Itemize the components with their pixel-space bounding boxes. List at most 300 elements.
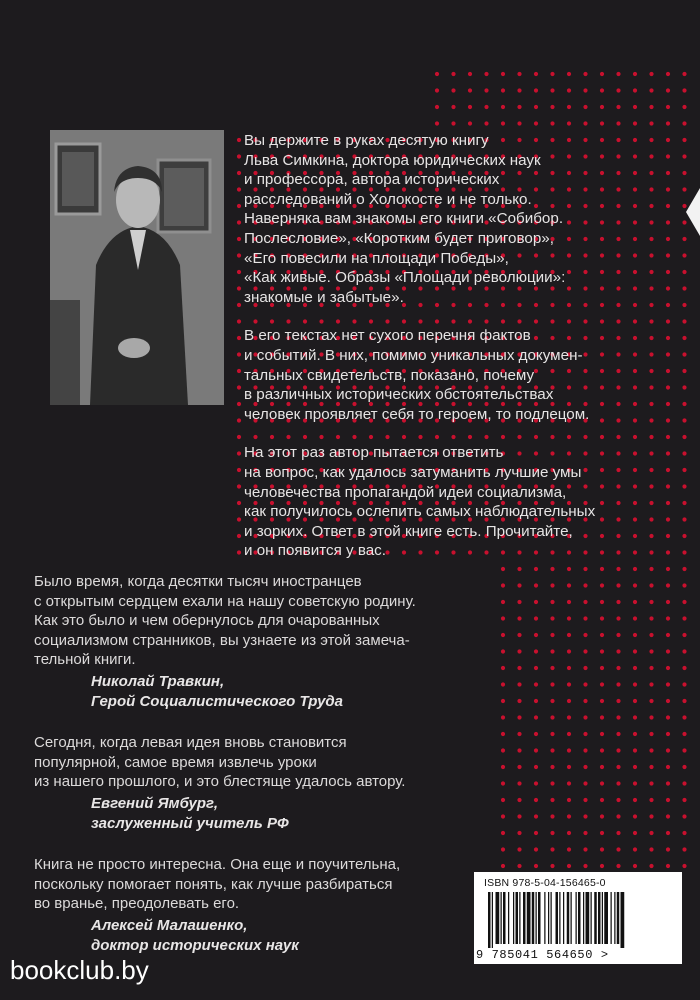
pattern-dot — [237, 484, 241, 488]
pattern-dot — [600, 715, 604, 719]
pattern-dot — [616, 831, 620, 835]
pattern-dot — [567, 864, 571, 868]
pattern-dot — [649, 682, 653, 686]
pattern-dot — [666, 616, 670, 620]
pattern-dot — [534, 715, 538, 719]
pattern-dot — [666, 600, 670, 604]
pattern-dot — [237, 204, 241, 208]
pattern-dot — [682, 72, 686, 76]
pattern-dot — [600, 121, 604, 125]
barcode-bar — [548, 892, 549, 944]
pattern-dot — [583, 88, 587, 92]
pattern-dot — [567, 583, 571, 587]
barcode-bar — [523, 892, 526, 944]
pattern-dot — [501, 616, 505, 620]
pattern-dot — [237, 501, 241, 505]
pattern-dot — [616, 682, 620, 686]
pattern-dot — [550, 798, 554, 802]
pattern-dot — [682, 534, 686, 538]
pattern-dot — [682, 303, 686, 307]
barcode-bar — [519, 892, 520, 944]
pattern-dot — [633, 616, 637, 620]
pattern-dot — [600, 583, 604, 587]
pattern-dot — [600, 814, 604, 818]
pattern-dot — [666, 666, 670, 670]
pattern-dot — [237, 270, 241, 274]
pattern-dot — [616, 666, 620, 670]
pattern-dot — [600, 798, 604, 802]
pattern-dot — [682, 567, 686, 571]
pattern-dot — [550, 781, 554, 785]
pattern-dot — [649, 72, 653, 76]
pattern-dot — [534, 847, 538, 851]
pattern-dot — [534, 88, 538, 92]
pattern-dot — [649, 105, 653, 109]
quote-author: Евгений Ямбург, заслуженный учитель РФ — [91, 794, 289, 832]
pattern-dot — [633, 600, 637, 604]
pattern-dot — [633, 649, 637, 653]
pattern-dot — [682, 352, 686, 356]
pattern-dot — [567, 814, 571, 818]
pattern-dot — [567, 633, 571, 637]
pattern-dot — [517, 682, 521, 686]
pattern-dot — [237, 187, 241, 191]
pattern-dot — [567, 831, 571, 835]
pattern-dot — [649, 649, 653, 653]
pattern-dot — [534, 748, 538, 752]
pattern-dot — [666, 121, 670, 125]
pattern-dot — [682, 418, 686, 422]
pattern-dot — [682, 402, 686, 406]
pattern-dot — [682, 319, 686, 323]
pattern-dot — [501, 765, 505, 769]
pattern-dot — [484, 121, 488, 125]
pattern-dot — [682, 369, 686, 373]
pattern-dot — [501, 88, 505, 92]
pattern-dot — [583, 814, 587, 818]
quote-text: Было время, когда десятки тысяч иностранцев с открытым сердцем ехали на нашу советскую родину. Как это было и чем обернулось для очарованных социализмом странников, вы узнаете из этой замеча- тельной книги. — [34, 573, 416, 669]
pattern-dot — [633, 88, 637, 92]
barcode-bar — [614, 892, 615, 944]
pattern-dot — [550, 600, 554, 604]
barcode-bar — [501, 892, 502, 944]
pattern-dot — [583, 864, 587, 868]
barcode-bar — [556, 892, 559, 944]
pattern-dot — [649, 765, 653, 769]
pattern-dot — [517, 88, 521, 92]
pattern-dot — [583, 732, 587, 736]
pattern-dot — [633, 798, 637, 802]
pattern-dot — [517, 732, 521, 736]
pattern-dot — [534, 666, 538, 670]
pattern-dot — [633, 814, 637, 818]
pattern-dot — [682, 600, 686, 604]
pattern-dot — [666, 699, 670, 703]
pattern-dot — [666, 781, 670, 785]
pattern-dot — [649, 814, 653, 818]
pattern-dot — [550, 814, 554, 818]
pattern-dot — [534, 781, 538, 785]
pattern-dot — [600, 748, 604, 752]
pattern-dot — [534, 798, 538, 802]
pattern-dot — [583, 715, 587, 719]
pattern-dot — [682, 237, 686, 241]
pattern-dot — [583, 666, 587, 670]
pattern-dot — [237, 385, 241, 389]
pattern-dot — [666, 831, 670, 835]
pattern-dot — [600, 682, 604, 686]
pattern-dot — [682, 517, 686, 521]
quote-text: Книга не просто интересна. Она еще и поучительна, поскольку помогает понять, как лучше разбираться во вранье, преодолевать его. — [34, 856, 401, 913]
pattern-dot — [682, 633, 686, 637]
barcode-bar — [488, 892, 491, 948]
pattern-dot — [517, 649, 521, 653]
pattern-dot — [237, 220, 241, 224]
barcode-bar — [602, 892, 603, 944]
pattern-dot — [600, 864, 604, 868]
pattern-dot — [600, 633, 604, 637]
pattern-dot — [534, 600, 538, 604]
barcode-bar — [576, 892, 577, 944]
barcode-bar — [598, 892, 601, 944]
barcode-bar — [604, 892, 608, 944]
pattern-dot — [451, 88, 455, 92]
pattern-dot — [501, 649, 505, 653]
pattern-dot — [649, 748, 653, 752]
pattern-dot — [550, 633, 554, 637]
pattern-dot — [501, 732, 505, 736]
pattern-dot — [534, 72, 538, 76]
pattern-dot — [534, 831, 538, 835]
pattern-dot — [583, 121, 587, 125]
pattern-dot — [237, 550, 241, 554]
pattern-dot — [435, 72, 439, 76]
pattern-dot — [501, 121, 505, 125]
pattern-dot — [616, 847, 620, 851]
pattern-dot — [666, 633, 670, 637]
pattern-dot — [567, 72, 571, 76]
pattern-dot — [435, 88, 439, 92]
pattern-dot — [682, 616, 686, 620]
pattern-dot — [633, 72, 637, 76]
pattern-dot — [517, 831, 521, 835]
pattern-dot — [633, 748, 637, 752]
pattern-dot — [517, 699, 521, 703]
pattern-dot — [583, 847, 587, 851]
pattern-dot — [633, 105, 637, 109]
pattern-dot — [468, 72, 472, 76]
pattern-dot — [616, 814, 620, 818]
pattern-dot — [517, 583, 521, 587]
quote-author: Алексей Малашенко, доктор исторических наук — [91, 916, 299, 954]
description-paragraph-1: Вы держите в руках десятую книгу Льва Симкина, доктора юридических наук и профессора, автора исторических расследований о Холокосте и не только. Наверняка вам знакомы его книги «Собибор. Послесловие», «Коротким будет приговор», «Его повесили на площади Победы», «Как живые. Образы «Площади революции»: знакомые и забытые». — [244, 132, 566, 306]
pattern-dot — [666, 765, 670, 769]
pattern-dot — [484, 105, 488, 109]
pattern-dot — [616, 72, 620, 76]
pattern-dot — [567, 781, 571, 785]
pattern-dot — [649, 781, 653, 785]
pattern-dot — [666, 88, 670, 92]
pattern-dot — [501, 105, 505, 109]
barcode-bar — [617, 892, 620, 944]
pattern-dot — [517, 121, 521, 125]
pattern-dot — [501, 583, 505, 587]
pattern-dot — [237, 435, 241, 439]
pattern-dot — [583, 699, 587, 703]
pattern-dot — [534, 814, 538, 818]
pattern-dot — [501, 666, 505, 670]
pattern-dot — [649, 666, 653, 670]
pattern-dot — [501, 847, 505, 851]
pattern-dot — [567, 649, 571, 653]
review-quote — [34, 572, 474, 711]
pattern-dot — [666, 847, 670, 851]
pattern-dot — [682, 171, 686, 175]
pattern-dot — [682, 814, 686, 818]
pattern-dot — [468, 105, 472, 109]
quote-author: Николай Травкин, Герой Социалистического Труда — [91, 672, 344, 710]
pattern-dot — [682, 154, 686, 158]
pattern-dot — [550, 765, 554, 769]
pattern-dot — [501, 699, 505, 703]
pattern-dot — [682, 385, 686, 389]
barcode-bar — [496, 892, 500, 944]
pattern-dot — [484, 88, 488, 92]
pattern-dot — [534, 616, 538, 620]
pattern-dot — [682, 847, 686, 851]
pattern-dot — [501, 715, 505, 719]
pattern-dot — [550, 864, 554, 868]
pattern-dot — [600, 600, 604, 604]
pattern-dot — [583, 649, 587, 653]
pattern-dot — [682, 121, 686, 125]
pattern-dot — [649, 616, 653, 620]
pattern-dot — [649, 633, 653, 637]
pattern-dot — [534, 732, 538, 736]
pattern-dot — [501, 864, 505, 868]
pattern-dot — [567, 699, 571, 703]
pattern-dot — [501, 748, 505, 752]
pattern-dot — [633, 699, 637, 703]
pattern-dot — [633, 682, 637, 686]
pattern-dot — [682, 451, 686, 455]
barcode-bar — [594, 892, 597, 944]
pattern-dot — [649, 715, 653, 719]
pattern-dot — [649, 600, 653, 604]
pattern-dot — [682, 864, 686, 868]
pattern-dot — [567, 121, 571, 125]
pattern-dot — [666, 72, 670, 76]
pattern-dot — [583, 831, 587, 835]
pattern-dot — [237, 253, 241, 257]
barcode-bar — [492, 892, 493, 948]
pattern-dot — [517, 666, 521, 670]
pattern-dot — [616, 88, 620, 92]
pattern-dot — [583, 105, 587, 109]
pattern-dot — [237, 534, 241, 538]
pattern-dot — [550, 715, 554, 719]
pattern-dot — [600, 847, 604, 851]
pattern-dot — [237, 171, 241, 175]
barcode-bar — [586, 892, 590, 944]
pattern-dot — [600, 831, 604, 835]
pattern-dot — [237, 451, 241, 455]
site-watermark: bookclub.by — [10, 955, 149, 985]
pattern-dot — [517, 814, 521, 818]
pattern-dot — [534, 649, 538, 653]
pattern-dot — [682, 468, 686, 472]
pattern-dot — [682, 583, 686, 587]
pattern-dot — [616, 616, 620, 620]
pattern-dot — [583, 765, 587, 769]
barcode-bar — [536, 892, 537, 944]
pattern-dot — [435, 121, 439, 125]
description-paragraph-2: В его текстах нет сухого перечня фактов и событий. В них, помимо уникальных докумен- тальных свидетельств, показано, почему в различных исторических обстоятельствах человек проявляет себя то героем, то подлецом. — [244, 327, 590, 423]
pattern-dot — [616, 798, 620, 802]
pattern-dot — [550, 88, 554, 92]
description-paragraph-3: На этот раз автор пытается ответить на вопрос, как удалось затуманить лучшие умы человечества пропагандой идеи социализма, как получилось ослепить самых наблюдательных и зорких. Ответ в этой книге есть. Прочитайте, и он появится у вас. — [244, 444, 596, 560]
pattern-dot — [567, 682, 571, 686]
barcode-bar — [571, 892, 572, 944]
pattern-dot — [633, 765, 637, 769]
barcode-bar — [516, 892, 519, 944]
pattern-dot — [666, 798, 670, 802]
pattern-dot — [583, 781, 587, 785]
pattern-dot — [501, 600, 505, 604]
pattern-dot — [616, 649, 620, 653]
pattern-dot — [600, 616, 604, 620]
pattern-dot — [534, 864, 538, 868]
pattern-dot — [649, 88, 653, 92]
pattern-dot — [682, 105, 686, 109]
pattern-dot — [583, 583, 587, 587]
pattern-dot — [616, 699, 620, 703]
pattern-dot — [633, 831, 637, 835]
pattern-dot — [682, 501, 686, 505]
pattern-dot — [616, 600, 620, 604]
pattern-dot — [567, 666, 571, 670]
pattern-dot — [237, 303, 241, 307]
pattern-dot — [682, 699, 686, 703]
pattern-dot — [567, 732, 571, 736]
barcode-bar — [583, 892, 584, 944]
pattern-dot — [682, 781, 686, 785]
pattern-dot — [501, 814, 505, 818]
pattern-dot — [451, 105, 455, 109]
pattern-dot — [237, 352, 241, 356]
pattern-dot — [517, 847, 521, 851]
pattern-dot — [633, 732, 637, 736]
pattern-dot — [682, 88, 686, 92]
pattern-dot — [517, 72, 521, 76]
pattern-dot — [550, 682, 554, 686]
barcode-bar — [611, 892, 612, 944]
pattern-dot — [567, 600, 571, 604]
pattern-dot — [682, 270, 686, 274]
barcode-bar — [578, 892, 581, 944]
pattern-dot — [649, 847, 653, 851]
pattern-dot — [616, 583, 620, 587]
pattern-dot — [550, 583, 554, 587]
pattern-dot — [550, 699, 554, 703]
pattern-dot — [616, 633, 620, 637]
pattern-dot — [666, 814, 670, 818]
pattern-dot — [649, 831, 653, 835]
pattern-dot — [517, 781, 521, 785]
pattern-dot — [451, 72, 455, 76]
pattern-dot — [682, 253, 686, 257]
review-quote — [34, 855, 474, 955]
pattern-dot — [534, 765, 538, 769]
pattern-dot — [600, 105, 604, 109]
pattern-dot — [649, 864, 653, 868]
pattern-dot — [550, 121, 554, 125]
pattern-dot — [633, 666, 637, 670]
book-description — [244, 131, 674, 580]
pattern-dot — [237, 319, 241, 323]
pattern-dot — [567, 105, 571, 109]
barcode-bar — [503, 892, 506, 944]
pattern-dot — [600, 765, 604, 769]
pattern-dot — [501, 633, 505, 637]
pattern-dot — [600, 699, 604, 703]
pattern-dot — [649, 121, 653, 125]
pattern-dot — [616, 105, 620, 109]
pattern-dot — [600, 88, 604, 92]
barcode-bar — [527, 892, 531, 944]
pattern-dot — [534, 699, 538, 703]
pattern-dot — [616, 748, 620, 752]
pattern-dot — [583, 600, 587, 604]
barcode-icon — [484, 892, 672, 948]
barcode-digits: 9 785041 564650 > — [476, 948, 609, 962]
pattern-dot — [550, 649, 554, 653]
pattern-dot — [682, 748, 686, 752]
pattern-dot — [237, 418, 241, 422]
pattern-dot — [517, 864, 521, 868]
author-photo — [50, 130, 224, 405]
pattern-dot — [616, 864, 620, 868]
pattern-dot — [468, 121, 472, 125]
pattern-dot — [534, 633, 538, 637]
pattern-dot — [600, 72, 604, 76]
pattern-dot — [567, 798, 571, 802]
pattern-dot — [517, 633, 521, 637]
pattern-dot — [567, 715, 571, 719]
pattern-dot — [534, 682, 538, 686]
pattern-dot — [567, 765, 571, 769]
pattern-dot — [237, 237, 241, 241]
pattern-dot — [649, 798, 653, 802]
pattern-dot — [649, 583, 653, 587]
pattern-dot — [567, 88, 571, 92]
pattern-dot — [550, 831, 554, 835]
pattern-dot — [682, 715, 686, 719]
pattern-dot — [567, 616, 571, 620]
barcode-bar — [532, 892, 535, 944]
pattern-dot — [237, 286, 241, 290]
isbn-label: ISBN 978-5-04-156465-0 — [484, 877, 606, 889]
pattern-dot — [633, 583, 637, 587]
pattern-dot — [550, 105, 554, 109]
barcode-bar — [563, 892, 564, 944]
author-portrait-photo — [50, 130, 224, 405]
pattern-dot — [666, 105, 670, 109]
barcode-bar — [551, 892, 552, 944]
pattern-dot — [435, 105, 439, 109]
pattern-dot — [666, 732, 670, 736]
pattern-dot — [237, 402, 241, 406]
